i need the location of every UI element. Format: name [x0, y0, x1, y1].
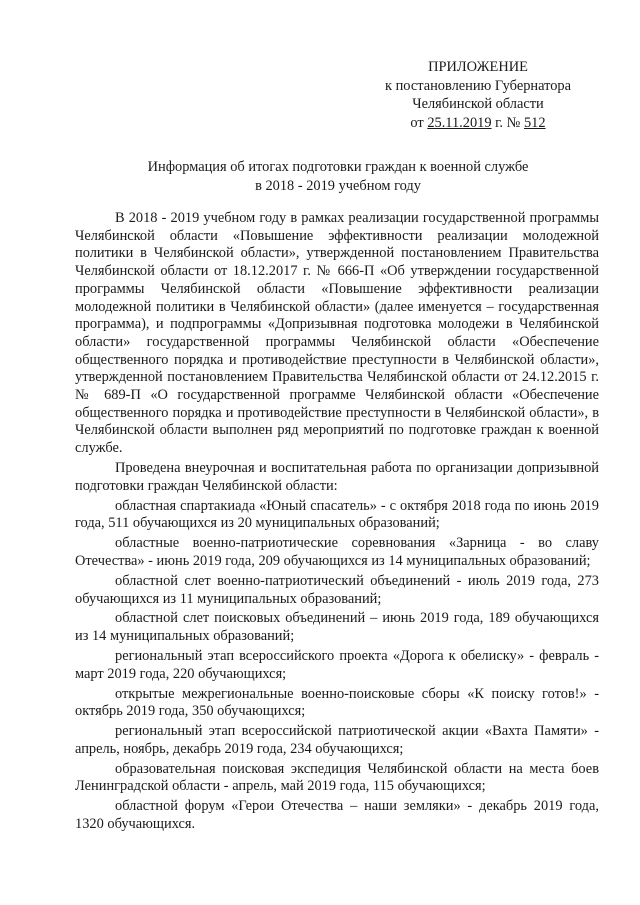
work-paragraph: Проведена внеурочная и воспитательная работа по организации допризывной подготовки граждан Челябинской области:	[75, 460, 599, 494]
date-prefix: от	[410, 114, 424, 131]
appendix-heading: ПРИЛОЖЕНИЕ	[428, 59, 528, 75]
document-body	[75, 210, 599, 834]
title-line-2: в 2018 - 2019 учебном году	[255, 177, 421, 194]
date-value: 25.11.2019	[427, 114, 492, 131]
date-suffix: г. №	[495, 114, 521, 131]
list-item: областной форум «Герои Отечества – наши земляки» - декабрь 2019 года, 1320 обучающихся.	[75, 798, 599, 833]
appendix-line-1: к постановлению Губернатора	[385, 77, 571, 94]
list-item: региональный этап всероссийского проекта «Дорога к обелиску» - февраль - март 2019 года, 220 обучающихся;	[75, 648, 599, 682]
resolution-number: 512	[523, 114, 546, 131]
intro-paragraph: В 2018 - 2019 учебном году в рамках реализации государственной программы Челябинской области «Повышение эффективности реализации молодежной политики в Челябинской области», утвержденной постановлением Правительства Челябинской области от 18.12.2017 г. № 666-П «Об утверждении государственной программы Челябинской области «Повышение эффективности реализации молодежной политики в Челябинской области» (далее именуется – государственная программа), и подпрограммы «Допризывная подготовка молодежи в Челябинской области» государственной программы Челябинской области «Обеспечение общественного порядка и противодействие преступности в Челябинской области», утвержденной постановлением Правительства Челябинской области от 24.12.2015 г. № 689-П «О государственной программе Челябинской области «Обеспечение общественного порядка и противодействие преступности в Челябинской области», в Челябинской области выполнен ряд мероприятий по подготовке граждан к военной службе.	[75, 210, 599, 457]
list-item: областные военно-патриотические соревнования «Зарница - во славу Отечества» - июнь 2019 года, 209 обучающихся из 14 муниципальных образований;	[75, 535, 599, 569]
appendix-line-2: Челябинской области	[412, 96, 544, 112]
list-item: открытые межрегиональные военно-поисковые сборы «К поиску готов!» - октябрь 2019 года, 350 обучающихся;	[75, 685, 599, 720]
list-item: образовательная поисковая экспедиция Челябинской области на места боев Ленинградской области - апрель, май 2019 года, 115 обучающихся;	[75, 760, 599, 795]
list-item: областной слет поисковых объединений – июнь 2019 года, 189 обучающихся из 14 муниципальных образований;	[75, 610, 599, 645]
appendix-date-line	[372, 114, 584, 133]
appendix-block	[372, 58, 584, 132]
title-line-1: Информация об итогах подготовки граждан к военной службе	[147, 159, 529, 175]
document-title	[70, 158, 606, 195]
list-item: областная спартакиада «Юный спасатель» - с октября 2018 года по июнь 2019 года, 511 обучающихся из 20 муниципальных образований;	[75, 497, 599, 532]
list-item: областной слет военно-патриотический объединений - июль 2019 года, 273 обучающихся из 11 муниципальных образований;	[75, 572, 599, 607]
list-item: региональный этап всероссийской патриотической акции «Вахта Памяти» - апрель, ноябрь, декабрь 2019 года, 234 обучающихся;	[75, 723, 599, 757]
